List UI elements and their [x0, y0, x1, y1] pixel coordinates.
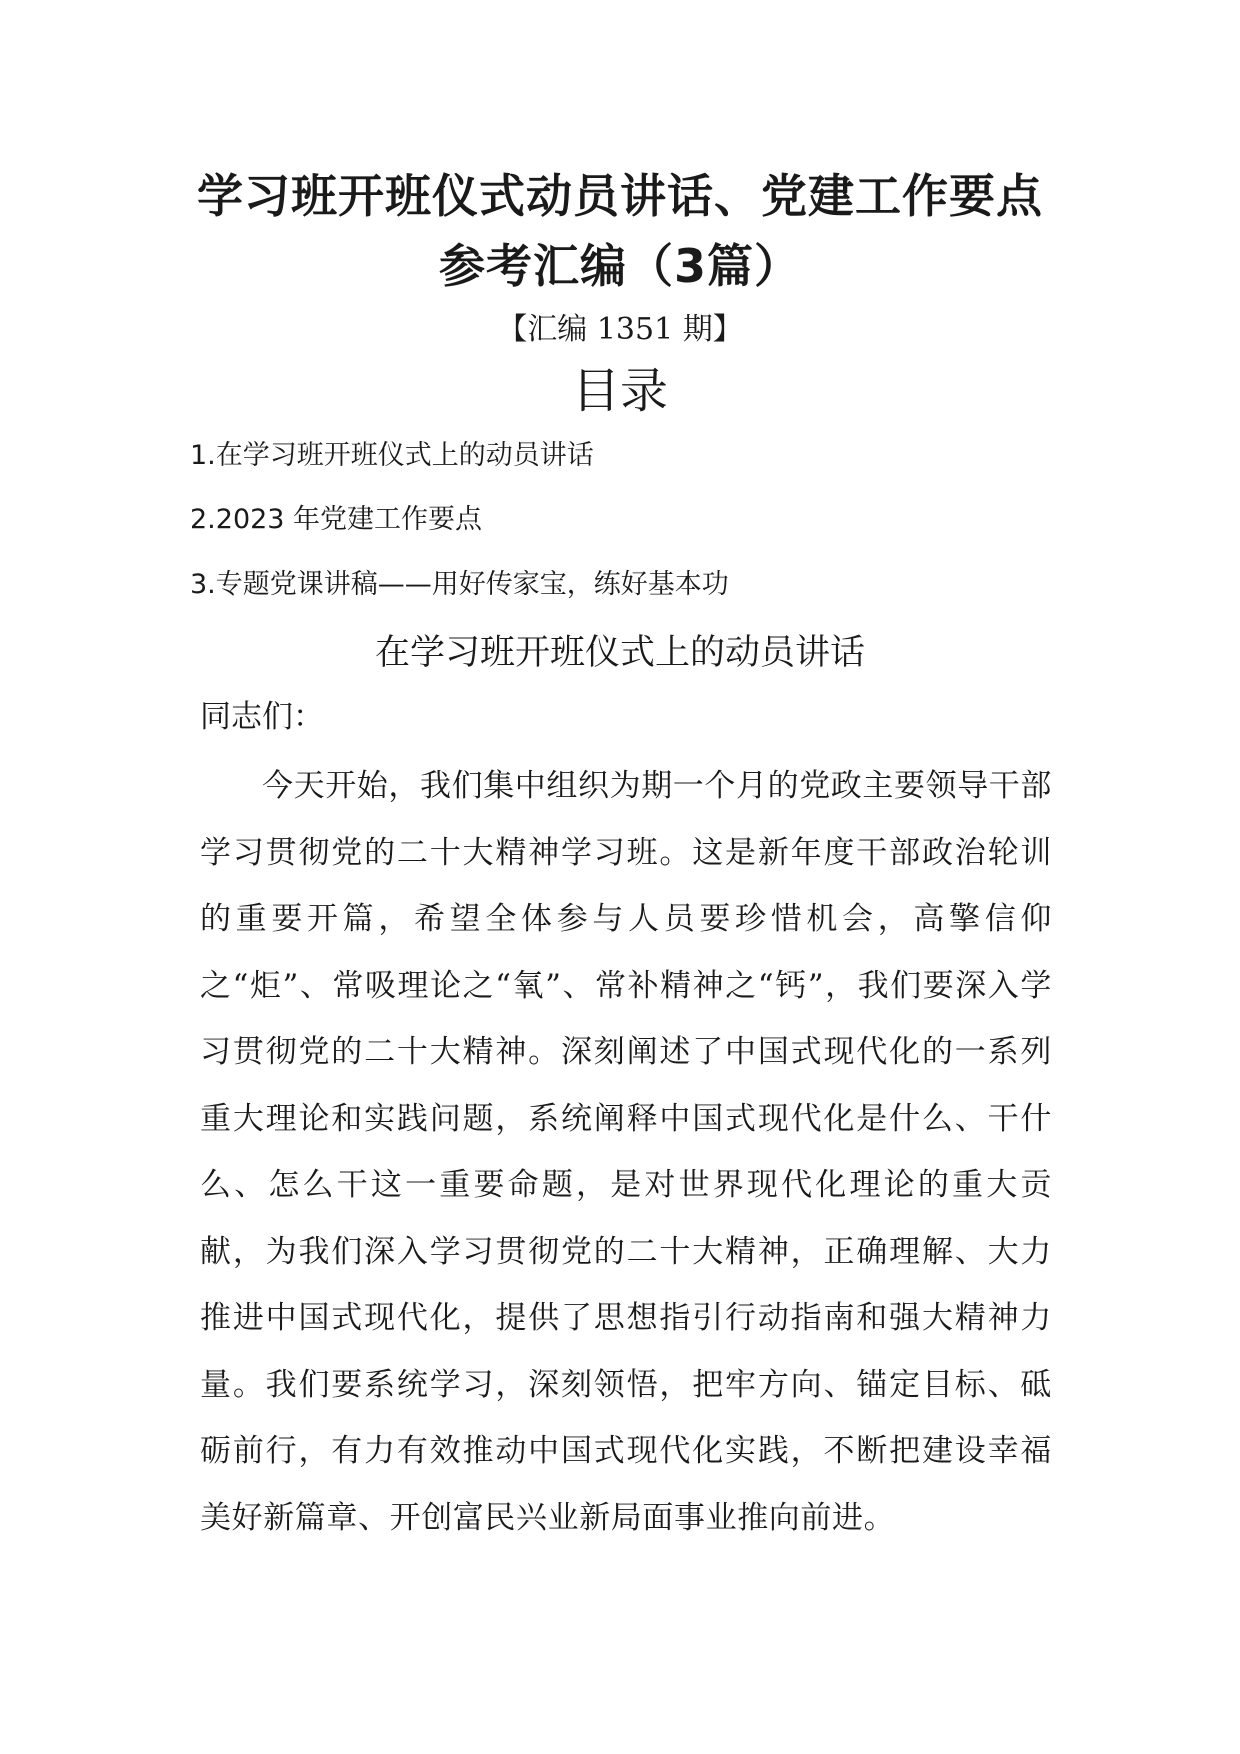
toc-heading: 目录 [571, 363, 668, 419]
document-title-line-1: 学习班开班仪式动员讲话、党建工作要点 [197, 169, 1043, 223]
toc-item-3[interactable]: 3.专题党课讲稿——用好传家宝，练好基本功 [190, 569, 729, 600]
section-title: 在学习班开班仪式上的动员讲话 [374, 633, 865, 673]
issue-label: 【汇编 1351 期】 [497, 312, 743, 347]
document-title-line-2: 参考汇编（3篇） [438, 239, 801, 293]
toc-item-2[interactable]: 2.2023 年党建工作要点 [190, 504, 483, 535]
salutation: 同志们： [200, 699, 324, 735]
body-paragraph: 今天开始，我们集中组织为期一个月的党政主要领导干部学习贯彻党的二十大精神学习班。这是新年度干部政治轮训的重要开篇，希望全体参与人员要珍惜机会，高擎信仰之“炬”、常吸理论之“氧”、常补精神之“钙”，我们要深入学习贯彻党的二十大精神。深刻阐述了中国式现代化的一系列重大理论和实践问题，系统阐释中国式现代化是什么、干什么、怎么干这一重要命题，是对世界现代化理论的重大贡献，为我们深入学习贯彻党的二十大精神，正确理解、大力推进中国式现代化，提供了思想指引行动指南和强大精神力量。我们要系统学习，深刻领悟，把牢方向、锚定目标、砥砺前行，有力有效推动中国式现代化实践，不断把建设幸福美好新篇章、开创富民兴业新局面事业推向前进。 [200, 768, 1052, 1536]
toc-item-1[interactable]: 1.在学习班开班仪式上的动员讲话 [190, 440, 594, 471]
